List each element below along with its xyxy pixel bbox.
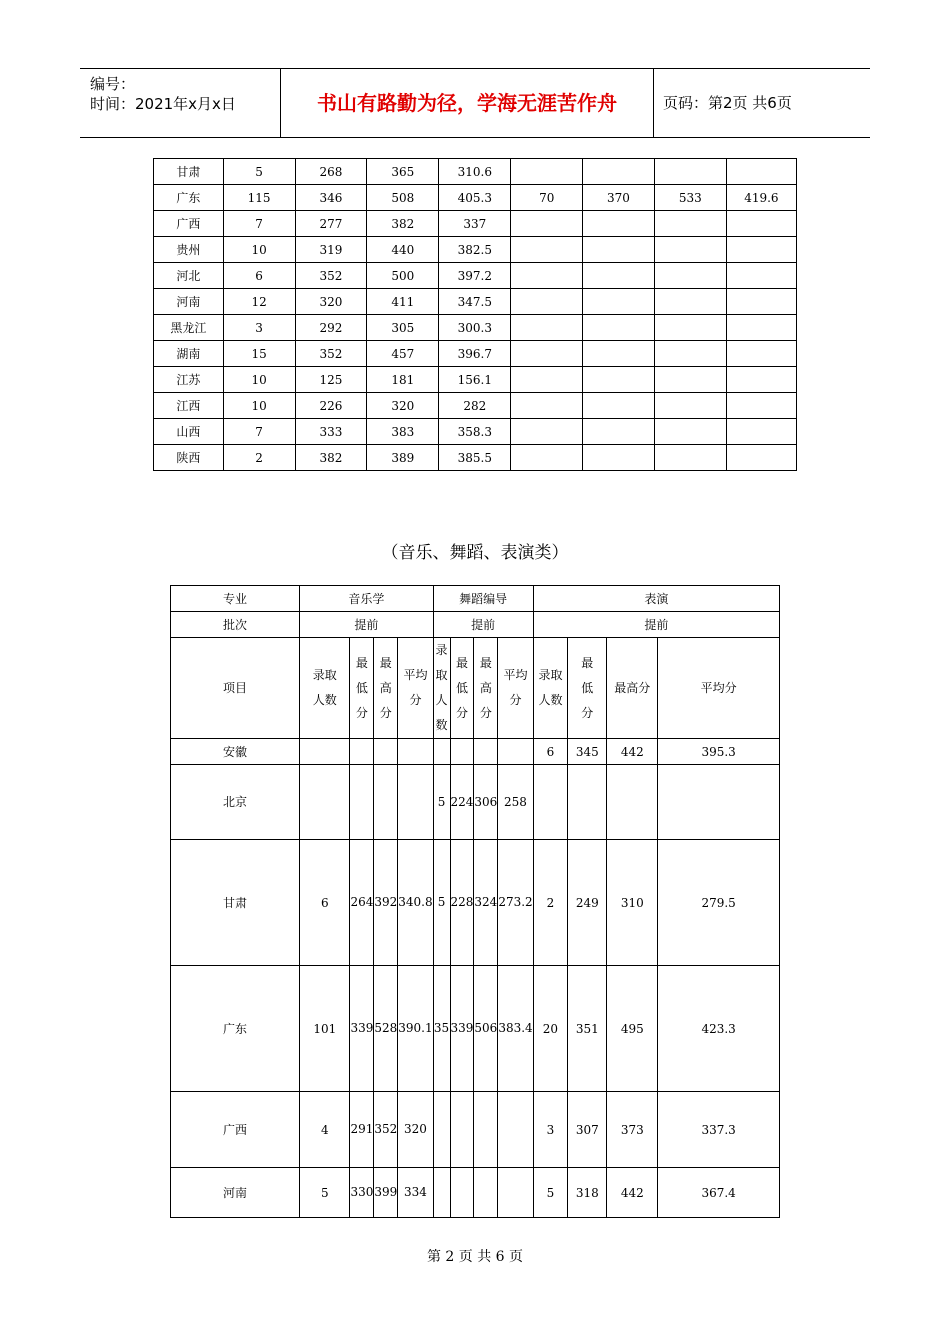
table-cell bbox=[511, 393, 583, 419]
major-row bbox=[171, 586, 780, 612]
batch-music: 提前 bbox=[300, 612, 434, 638]
dance-admit-header: 录取人数 bbox=[433, 638, 450, 739]
table-cell bbox=[474, 1168, 498, 1218]
table-cell bbox=[726, 263, 796, 289]
major-dance: 舞蹈编导 bbox=[433, 586, 533, 612]
table-cell: 396.7 bbox=[439, 341, 511, 367]
table-cell: 330 bbox=[350, 1168, 374, 1218]
admit-label: 录取人数 bbox=[312, 668, 337, 707]
table-cell bbox=[511, 367, 583, 393]
perf-avg-header: 平均分 bbox=[658, 638, 780, 739]
table-cell: 367.4 bbox=[658, 1168, 780, 1218]
major-label: 专业 bbox=[171, 586, 300, 612]
perf-admit-header: 录取人数 bbox=[533, 638, 568, 739]
table-cell: 442 bbox=[607, 739, 658, 765]
serial-label: 编号： bbox=[90, 75, 136, 93]
table-row bbox=[154, 445, 797, 471]
table-cell: 156.1 bbox=[439, 367, 511, 393]
table-row bbox=[154, 393, 797, 419]
table-cell bbox=[433, 739, 450, 765]
table-cell: 3 bbox=[533, 1092, 568, 1168]
table-cell: 506 bbox=[474, 966, 498, 1092]
table-row bbox=[171, 765, 780, 840]
table-cell: 423.3 bbox=[658, 966, 780, 1092]
table-cell: 385.5 bbox=[439, 445, 511, 471]
table-cell: 5 bbox=[433, 840, 450, 966]
table-cell: 337 bbox=[439, 211, 511, 237]
perf-min-label: 最低分 bbox=[581, 655, 594, 720]
table-cell bbox=[583, 341, 655, 367]
table-cell: 319 bbox=[295, 237, 367, 263]
table-cell: 181 bbox=[367, 367, 439, 393]
table-cell: 268 bbox=[295, 159, 367, 185]
perf-max-header: 最高分 bbox=[607, 638, 658, 739]
table-cell: 10 bbox=[223, 393, 295, 419]
table-cell: 228 bbox=[450, 840, 474, 966]
table-row bbox=[154, 341, 797, 367]
table-cell: 291 bbox=[350, 1092, 374, 1168]
motto: 书山有路勤为径，学海无涯苦作舟 bbox=[281, 69, 654, 137]
major-music: 音乐学 bbox=[300, 586, 434, 612]
table-cell bbox=[350, 739, 374, 765]
dance-max-header: 最高分 bbox=[474, 638, 498, 739]
table-cell: 352 bbox=[374, 1092, 398, 1168]
table-cell bbox=[654, 159, 726, 185]
table-cell bbox=[583, 393, 655, 419]
table-cell bbox=[433, 1092, 450, 1168]
table-cell: 340.8 bbox=[398, 840, 433, 966]
table-cell bbox=[654, 237, 726, 263]
table-cell bbox=[450, 1092, 474, 1168]
table-cell: 411 bbox=[367, 289, 439, 315]
table-cell bbox=[583, 237, 655, 263]
table-cell bbox=[583, 263, 655, 289]
table-cell: 528 bbox=[374, 966, 398, 1092]
table-cell bbox=[658, 765, 780, 840]
table-cell: 20 bbox=[533, 966, 568, 1092]
major-performance: 表演 bbox=[533, 586, 779, 612]
table-cell bbox=[511, 211, 583, 237]
item-label: 项目 bbox=[171, 638, 300, 739]
table-cell bbox=[374, 765, 398, 840]
table-row bbox=[154, 419, 797, 445]
table-cell: 399 bbox=[374, 1168, 398, 1218]
table-cell bbox=[498, 739, 533, 765]
table-cell: 12 bbox=[223, 289, 295, 315]
table-cell: 安徽 bbox=[171, 739, 300, 765]
table-cell: 6 bbox=[533, 739, 568, 765]
table-cell: 河南 bbox=[154, 289, 224, 315]
table-cell bbox=[511, 419, 583, 445]
table-cell: 352 bbox=[295, 263, 367, 289]
table-cell bbox=[654, 393, 726, 419]
table-cell bbox=[726, 315, 796, 341]
table-cell: 7 bbox=[223, 419, 295, 445]
music-max-header: 最高分 bbox=[374, 638, 398, 739]
table-row bbox=[171, 1092, 780, 1168]
table-row bbox=[154, 367, 797, 393]
table-cell: 300.3 bbox=[439, 315, 511, 341]
table-cell: 河南 bbox=[171, 1168, 300, 1218]
table-cell: 382 bbox=[367, 211, 439, 237]
page-header bbox=[80, 68, 870, 138]
table-cell: 324 bbox=[474, 840, 498, 966]
table-cell: 347.5 bbox=[439, 289, 511, 315]
table-row bbox=[171, 739, 780, 765]
table-cell: 4 bbox=[300, 1092, 350, 1168]
table-cell: 383 bbox=[367, 419, 439, 445]
perf-min-header bbox=[568, 638, 607, 739]
table-cell: 广西 bbox=[171, 1092, 300, 1168]
table-cell bbox=[726, 289, 796, 315]
section-subtitle: （音乐、舞蹈、表演类） bbox=[381, 543, 569, 563]
table-cell: 310.6 bbox=[439, 159, 511, 185]
table-cell bbox=[583, 211, 655, 237]
table-cell: 382 bbox=[295, 445, 367, 471]
table-cell: 310 bbox=[607, 840, 658, 966]
admission-table-arts bbox=[170, 585, 780, 1218]
table-cell: 258 bbox=[498, 765, 533, 840]
table-cell: 440 bbox=[367, 237, 439, 263]
table-cell bbox=[726, 367, 796, 393]
table-cell: 70 bbox=[511, 185, 583, 211]
table-row bbox=[171, 966, 780, 1092]
table-cell bbox=[654, 315, 726, 341]
table-cell: 125 bbox=[295, 367, 367, 393]
table-cell bbox=[511, 315, 583, 341]
table-cell: 黑龙江 bbox=[154, 315, 224, 341]
table-row bbox=[154, 237, 797, 263]
table-cell: 495 bbox=[607, 966, 658, 1092]
table-cell: 6 bbox=[300, 840, 350, 966]
table-cell: 333 bbox=[295, 419, 367, 445]
table-cell: 500 bbox=[367, 263, 439, 289]
table-cell bbox=[398, 765, 433, 840]
admission-table-1 bbox=[153, 158, 797, 471]
table-cell: 337.3 bbox=[658, 1092, 780, 1168]
batch-label: 批次 bbox=[171, 612, 300, 638]
admit-header bbox=[300, 638, 350, 739]
table-cell bbox=[726, 211, 796, 237]
table-row bbox=[171, 840, 780, 966]
table-cell: 320 bbox=[295, 289, 367, 315]
table-cell bbox=[607, 765, 658, 840]
table-cell: 397.2 bbox=[439, 263, 511, 289]
table-cell: 10 bbox=[223, 367, 295, 393]
table-cell bbox=[654, 211, 726, 237]
table-cell bbox=[583, 289, 655, 315]
table-cell: 甘肃 bbox=[171, 840, 300, 966]
time-label: 时间：2021年x月x日 bbox=[90, 95, 236, 113]
table-cell: 405.3 bbox=[439, 185, 511, 211]
table-cell bbox=[654, 367, 726, 393]
table-cell bbox=[498, 1168, 533, 1218]
table-cell: 442 bbox=[607, 1168, 658, 1218]
table-cell bbox=[583, 159, 655, 185]
table-cell: 贵州 bbox=[154, 237, 224, 263]
table-cell: 15 bbox=[223, 341, 295, 367]
table-cell: 383.4 bbox=[498, 966, 533, 1092]
table-cell: 江西 bbox=[154, 393, 224, 419]
table-cell bbox=[726, 159, 796, 185]
table-cell bbox=[726, 341, 796, 367]
table-cell: 292 bbox=[295, 315, 367, 341]
page-footer: 第 2 页 共 6 页 bbox=[426, 1249, 524, 1265]
dance-avg-header: 平均分 bbox=[498, 638, 533, 739]
table-cell bbox=[511, 445, 583, 471]
table-cell: 264 bbox=[350, 840, 374, 966]
music-avg-header: 平均分 bbox=[398, 638, 433, 739]
table-cell: 甘肃 bbox=[154, 159, 224, 185]
table-cell: 358.3 bbox=[439, 419, 511, 445]
table-cell: 山西 bbox=[154, 419, 224, 445]
table-cell: 5 bbox=[533, 1168, 568, 1218]
table-cell bbox=[474, 739, 498, 765]
table-cell bbox=[398, 739, 433, 765]
table-cell bbox=[654, 341, 726, 367]
table-cell: 226 bbox=[295, 393, 367, 419]
table-cell: 307 bbox=[568, 1092, 607, 1168]
table-cell: 389 bbox=[367, 445, 439, 471]
table-cell: 339 bbox=[450, 966, 474, 1092]
music-min-header: 最低分 bbox=[350, 638, 374, 739]
table-cell bbox=[654, 445, 726, 471]
table-cell: 2 bbox=[533, 840, 568, 966]
table-cell bbox=[474, 1092, 498, 1168]
table-cell: 365 bbox=[367, 159, 439, 185]
table-cell: 345 bbox=[568, 739, 607, 765]
table-cell bbox=[433, 1168, 450, 1218]
table-cell bbox=[511, 263, 583, 289]
table-cell: 北京 bbox=[171, 765, 300, 840]
table-cell: 江苏 bbox=[154, 367, 224, 393]
table-cell: 广东 bbox=[154, 185, 224, 211]
table-cell: 3 bbox=[223, 315, 295, 341]
table-cell: 457 bbox=[367, 341, 439, 367]
table-cell: 7 bbox=[223, 211, 295, 237]
table-cell bbox=[450, 1168, 474, 1218]
table-cell: 334 bbox=[398, 1168, 433, 1218]
table-cell: 6 bbox=[223, 263, 295, 289]
table-cell bbox=[511, 159, 583, 185]
table-cell: 320 bbox=[367, 393, 439, 419]
table-cell: 101 bbox=[300, 966, 350, 1092]
table-cell bbox=[450, 739, 474, 765]
table-cell bbox=[654, 263, 726, 289]
table-cell: 282 bbox=[439, 393, 511, 419]
table-cell bbox=[726, 419, 796, 445]
table-cell bbox=[511, 341, 583, 367]
table-cell: 35 bbox=[433, 966, 450, 1092]
table-row bbox=[154, 185, 797, 211]
dance-min-header: 最低分 bbox=[450, 638, 474, 739]
table-cell: 370 bbox=[583, 185, 655, 211]
table-row bbox=[154, 211, 797, 237]
table-cell: 508 bbox=[367, 185, 439, 211]
table-cell: 249 bbox=[568, 840, 607, 966]
table-cell: 392 bbox=[374, 840, 398, 966]
table-cell bbox=[583, 445, 655, 471]
table-cell: 351 bbox=[568, 966, 607, 1092]
table-cell bbox=[726, 445, 796, 471]
table-row bbox=[171, 1168, 780, 1218]
table-cell: 533 bbox=[654, 185, 726, 211]
table-cell: 279.5 bbox=[658, 840, 780, 966]
table-cell: 广西 bbox=[154, 211, 224, 237]
page-label: 页码：第2页 共6页 bbox=[663, 94, 792, 112]
table-cell: 306 bbox=[474, 765, 498, 840]
table-cell: 318 bbox=[568, 1168, 607, 1218]
table-cell: 10 bbox=[223, 237, 295, 263]
table-cell: 5 bbox=[300, 1168, 350, 1218]
table-row bbox=[154, 159, 797, 185]
table-cell bbox=[726, 237, 796, 263]
table-cell: 2 bbox=[223, 445, 295, 471]
table-cell bbox=[726, 393, 796, 419]
table-cell: 277 bbox=[295, 211, 367, 237]
header-info bbox=[80, 69, 281, 137]
table-cell bbox=[654, 289, 726, 315]
table-cell: 224 bbox=[450, 765, 474, 840]
table-cell bbox=[511, 289, 583, 315]
batch-row bbox=[171, 612, 780, 638]
table-cell: 273.2 bbox=[498, 840, 533, 966]
table-cell bbox=[533, 765, 568, 840]
table-cell: 河北 bbox=[154, 263, 224, 289]
table-cell bbox=[568, 765, 607, 840]
table-cell bbox=[374, 739, 398, 765]
table-cell: 395.3 bbox=[658, 739, 780, 765]
table-cell bbox=[300, 765, 350, 840]
table-cell: 5 bbox=[223, 159, 295, 185]
table-cell: 339 bbox=[350, 966, 374, 1092]
table-row bbox=[154, 263, 797, 289]
table-cell bbox=[300, 739, 350, 765]
table-cell bbox=[350, 765, 374, 840]
table-cell: 419.6 bbox=[726, 185, 796, 211]
table-row bbox=[154, 315, 797, 341]
table-row bbox=[154, 289, 797, 315]
table-cell: 346 bbox=[295, 185, 367, 211]
batch-performance: 提前 bbox=[533, 612, 779, 638]
batch-dance: 提前 bbox=[433, 612, 533, 638]
table-cell bbox=[583, 419, 655, 445]
table-cell: 广东 bbox=[171, 966, 300, 1092]
table-cell bbox=[498, 1092, 533, 1168]
table-cell bbox=[511, 237, 583, 263]
table-cell: 305 bbox=[367, 315, 439, 341]
table-cell: 382.5 bbox=[439, 237, 511, 263]
table-cell: 320 bbox=[398, 1092, 433, 1168]
table-cell: 352 bbox=[295, 341, 367, 367]
table-cell bbox=[583, 367, 655, 393]
table-cell: 5 bbox=[433, 765, 450, 840]
column-header-row bbox=[171, 638, 780, 739]
table-cell: 373 bbox=[607, 1092, 658, 1168]
table-cell bbox=[654, 419, 726, 445]
table-cell: 390.1 bbox=[398, 966, 433, 1092]
table-cell: 陕西 bbox=[154, 445, 224, 471]
table-cell: 湖南 bbox=[154, 341, 224, 367]
table-cell: 115 bbox=[223, 185, 295, 211]
table-cell bbox=[583, 315, 655, 341]
